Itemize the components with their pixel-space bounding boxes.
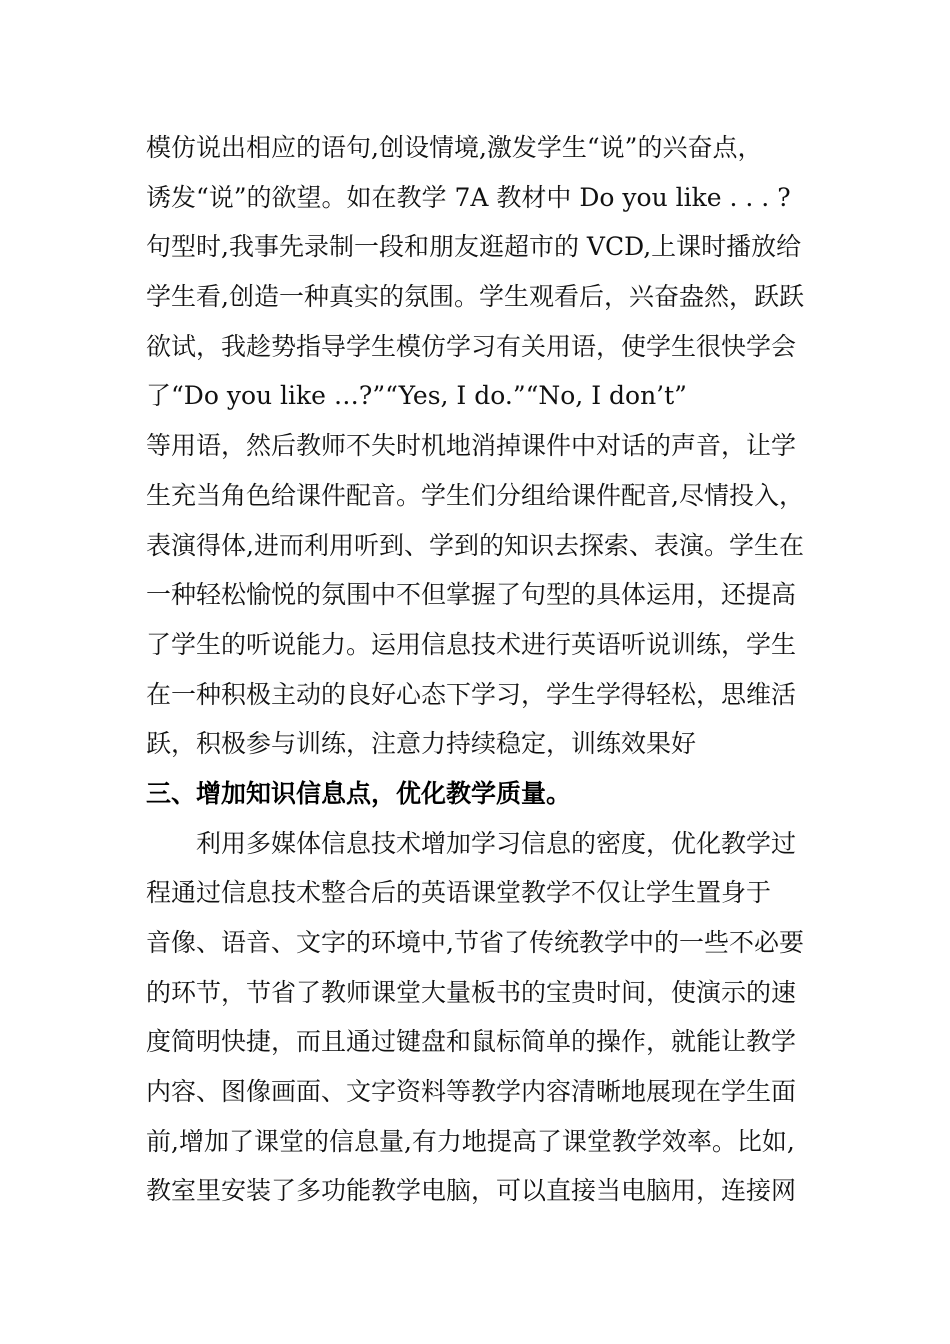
paragraph-line: 句型时,我事先录制一段和朋友逛超市的 VCD,上课时播放给: [146, 232, 802, 262]
paragraph-line: 模仿说出相应的语句,创设情境,激发学生“说”的兴奋点，: [146, 133, 763, 162]
paragraph-2: [146, 819, 836, 1217]
paragraph-line: 跃，积极参与训练，注意力持续稳定，训练效果好: [146, 729, 697, 759]
paragraph-line: 教室里安装了多功能教学电脑，可以直接当电脑用，连接网: [146, 1176, 797, 1206]
paragraph-line: 程通过信息技术整合后的英语课堂教学不仅让学生置身于: [146, 878, 772, 908]
section-heading: 三、增加知识信息点，优化教学质量。: [146, 778, 572, 808]
paragraph-line: 欲试，我趁势指导学生模仿学习有关用语，使学生很快学会: [146, 331, 797, 361]
paragraph-line: 在一种积极主动的良好心态下学习，学生学得轻松，思维活: [146, 679, 797, 709]
document-body: [146, 123, 836, 1216]
paragraph-line: 音像、语音、文字的环境中,节省了传统教学中的一些不必要: [146, 928, 804, 957]
paragraph-line: 等用语，然后教师不失时机地消掉课件中对话的声音，让学: [146, 431, 797, 461]
paragraph-line: 内容、图像画面、文字资料等教学内容清晰地展现在学生面: [146, 1077, 797, 1107]
paragraph-line: 前,增加了课堂的信息量,有力地提高了课堂教学效率。比如,: [146, 1126, 795, 1156]
paragraph-line: 一种轻松愉悦的氛围中不但掌握了句型的具体运用，还提高: [146, 580, 797, 610]
paragraph-line: 诱发“说”的欲望。如在教学 7A 教材中 Do you like . . . ?: [146, 182, 791, 212]
paragraph-1: [146, 123, 836, 769]
paragraph-line: 生充当角色给课件配音。学生们分组给课件配音,尽情投入，: [146, 480, 804, 510]
paragraph-line: 学生看,创造一种真实的氛围。学生观看后，兴奋盎然，跃跃: [146, 282, 804, 312]
paragraph-line: 度简明快捷，而且通过键盘和鼠标简单的操作，就能让教学: [146, 1027, 797, 1057]
paragraph-line: 的环节，节省了教师课堂大量板书的宝贵时间，使演示的速: [146, 977, 797, 1007]
paragraph-line: 利用多媒体信息技术增加学习信息的密度，优化教学过: [196, 828, 797, 858]
paragraph-line: 表演得体,进而利用听到、学到的知识去探索、表演。学生在: [146, 530, 804, 560]
paragraph-line: 了学生的听说能力。运用信息技术进行英语听说训练，学生: [146, 629, 797, 659]
paragraph-line: 了“Do you like …?”“Yes, I do.”“No, I don’t”: [146, 381, 687, 411]
